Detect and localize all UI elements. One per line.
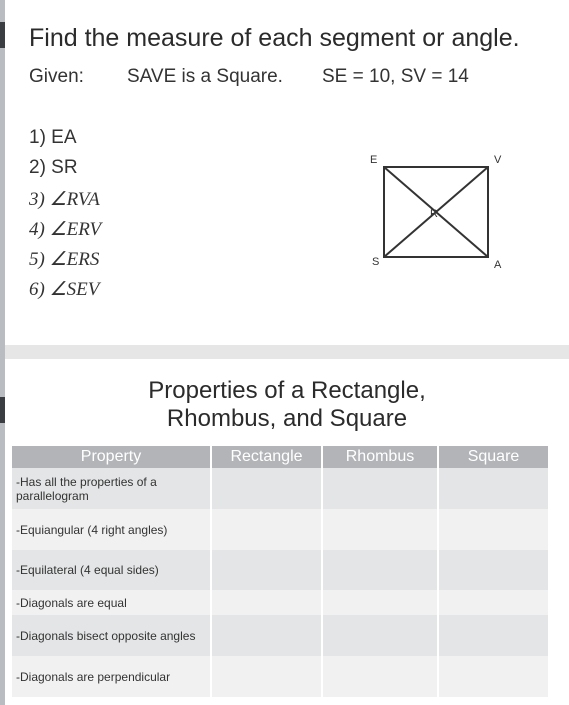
worksheet-title: Find the measure of each segment or angle. — [29, 24, 520, 52]
square-cell — [439, 590, 548, 615]
rhombus-cell — [323, 550, 439, 590]
properties-table — [12, 446, 548, 697]
rectangle-cell — [212, 656, 323, 697]
rhombus-cell — [323, 468, 439, 509]
question-2: 2) SR — [29, 157, 78, 178]
square-cell — [439, 656, 548, 697]
properties-title-line2: Rhombus, and Square — [166, 405, 408, 432]
question-5: 5) ∠ERS — [29, 249, 100, 270]
rhombus-cell — [323, 590, 439, 615]
square-cell — [439, 550, 548, 590]
table-header-row — [12, 446, 548, 468]
square-cell — [439, 468, 548, 509]
table-row — [12, 590, 548, 615]
header-rhombus: Rhombus — [323, 446, 439, 468]
property-cell: -Equiangular (4 right angles) — [12, 509, 212, 550]
header-square: Square — [439, 446, 548, 468]
properties-title-line1: Properties of a Rectangle, — [148, 377, 426, 404]
rectangle-cell — [212, 550, 323, 590]
rhombus-cell — [323, 509, 439, 550]
vertex-v-label: V — [494, 154, 502, 166]
table-row — [12, 509, 548, 550]
table-row — [12, 550, 548, 590]
square-diagram — [360, 145, 520, 275]
table-row — [12, 468, 548, 509]
rectangle-cell — [212, 615, 323, 656]
rectangle-cell — [212, 468, 323, 509]
worksheet-panel — [5, 0, 569, 345]
rhombus-cell — [323, 615, 439, 656]
rhombus-cell — [323, 656, 439, 697]
properties-panel — [5, 359, 569, 705]
header-property: Property — [12, 446, 212, 468]
question-4: 4) ∠ERV — [29, 219, 102, 240]
center-r-label: R — [430, 208, 438, 220]
vertex-e-label: E — [370, 154, 378, 166]
square-cell — [439, 615, 548, 656]
question-3: 3) ∠RVA — [29, 189, 100, 210]
property-cell: -Diagonals are perpendicular — [12, 656, 212, 697]
table-row — [12, 656, 548, 697]
header-rectangle: Rectangle — [212, 446, 323, 468]
property-cell: -Equilateral (4 equal sides) — [12, 550, 212, 590]
given-label: Given: — [29, 66, 84, 87]
rectangle-cell — [212, 509, 323, 550]
property-cell: -Has all the properties of a parallelogram — [12, 468, 212, 509]
table-row — [12, 615, 548, 656]
property-cell: -Diagonals bisect opposite angles — [12, 615, 212, 656]
question-6: 6) ∠SEV — [29, 279, 100, 300]
property-cell: -Diagonals are equal — [12, 590, 212, 615]
given-statement: SAVE is a Square. — [127, 66, 283, 87]
section-divider — [5, 345, 569, 359]
vertex-s-label: S — [372, 256, 380, 268]
vertex-a-label: A — [494, 259, 502, 271]
question-1: 1) EA — [29, 127, 77, 148]
rectangle-cell — [212, 590, 323, 615]
square-cell — [439, 509, 548, 550]
given-values: SE = 10, SV = 14 — [322, 66, 469, 87]
